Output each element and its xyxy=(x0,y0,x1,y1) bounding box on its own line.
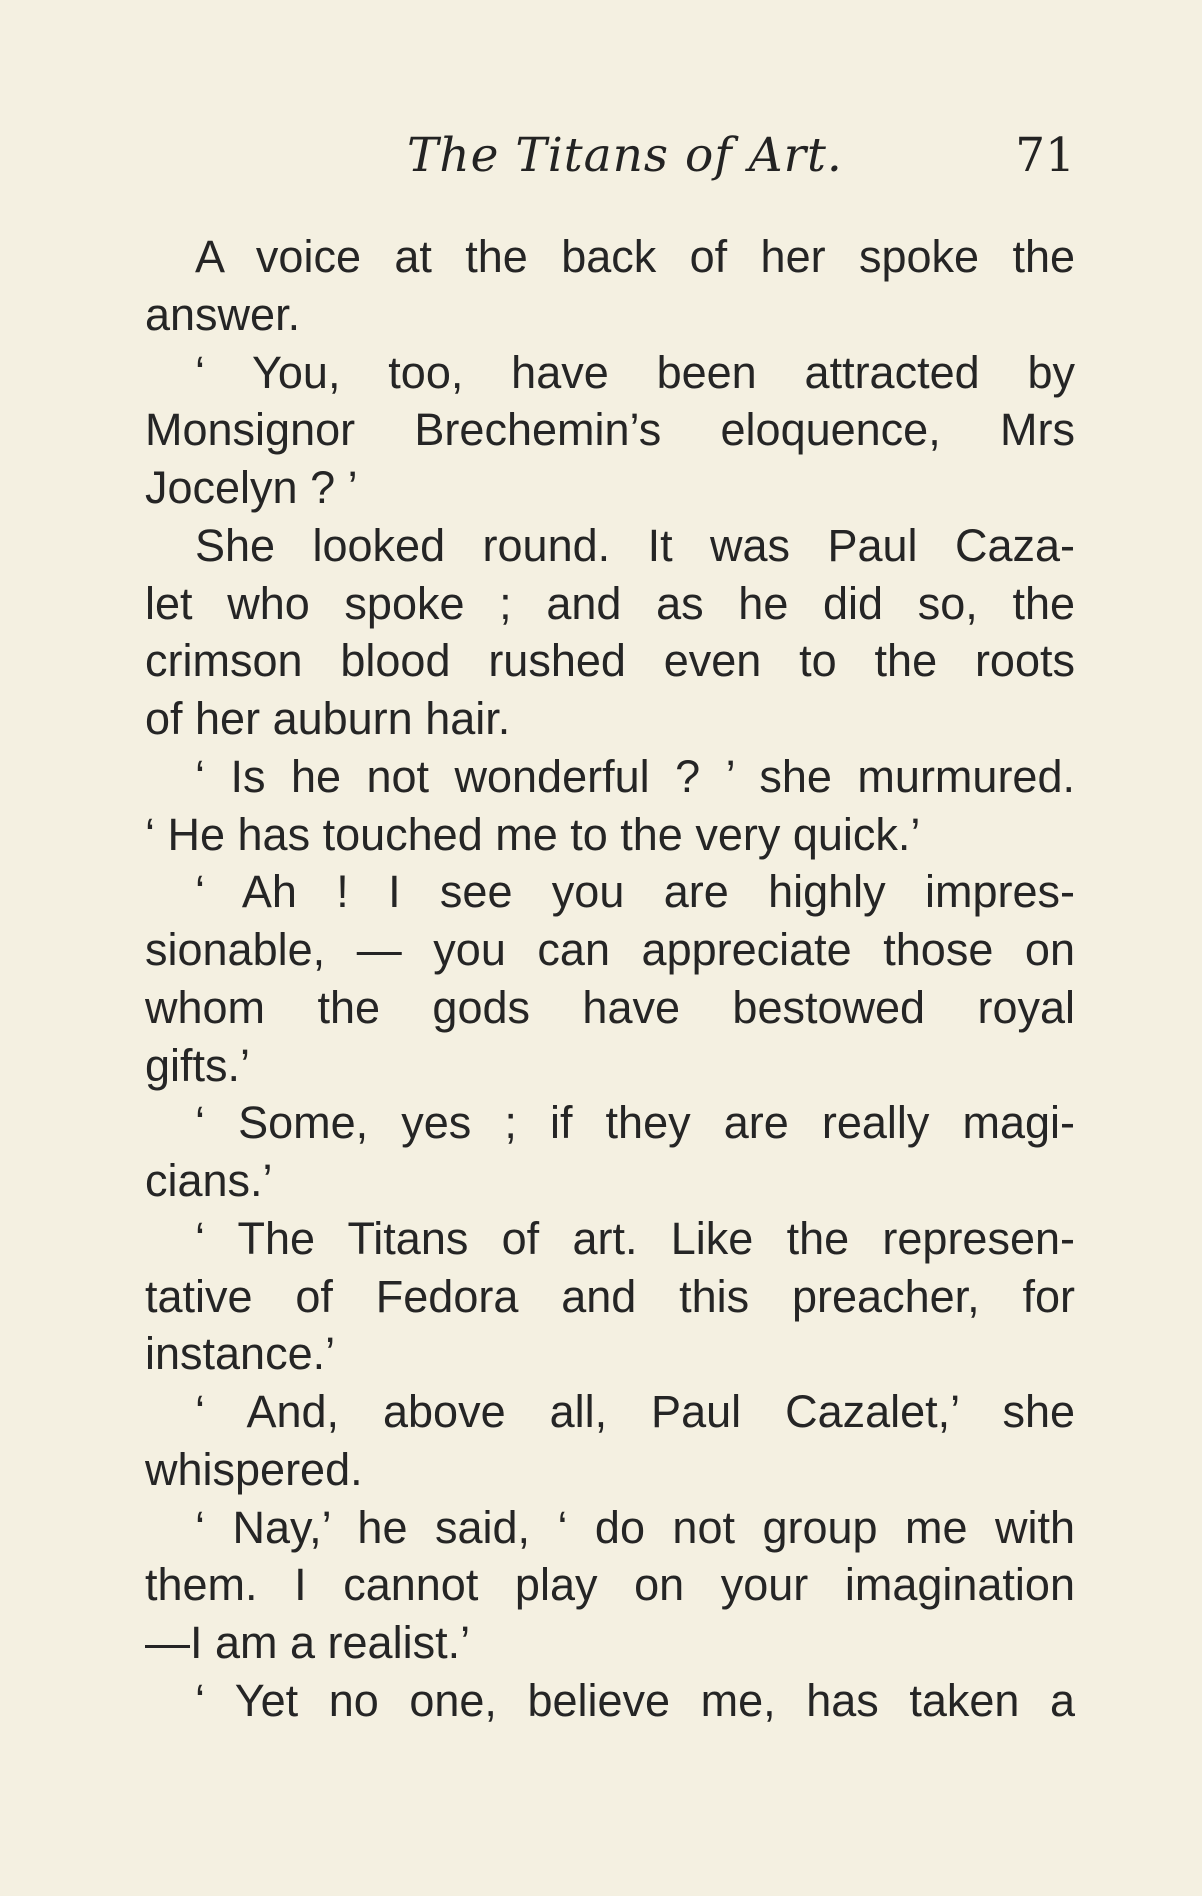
text-line: of her auburn hair. xyxy=(145,693,511,744)
text-line: sionable, — you can appreciate those on xyxy=(145,924,1075,975)
text-line: ‘ Ah ! I see you are highly impres- xyxy=(195,866,1075,918)
text-line: instance.’ xyxy=(145,1328,336,1380)
text-line: whispered. xyxy=(145,1443,363,1495)
text-line: Monsignor Brechemin’s eloquence, Mrs xyxy=(145,404,1075,456)
text-line: ‘ Some, yes ; if they are really magi- xyxy=(195,1097,1075,1149)
text-line: ‘ Is he not wonderful ? ’ she murmured. xyxy=(195,750,1075,802)
page-number: 71 xyxy=(1015,128,1075,183)
text-line: crimson blood rushed even to the roots xyxy=(145,635,1075,687)
text-line: ‘ Nay,’ he said, ‘ do not group me with xyxy=(195,1501,1075,1553)
text-line: ‘ The Titans of art. Like the represen- xyxy=(195,1212,1075,1264)
text-line: ‘ And, above all, Paul Cazalet,’ she xyxy=(195,1386,1075,1437)
text-line: ‘ He has touched me to the very quick.’ xyxy=(145,808,921,860)
body-text xyxy=(145,228,1075,1730)
text-line: ‘ You, too, have been attracted by xyxy=(195,346,1075,398)
text-line: answer. xyxy=(145,288,301,340)
text-line: She looked round. It was Paul Caza- xyxy=(195,519,1075,571)
text-line: A voice at the back of her spoke the xyxy=(195,231,1075,282)
text-line: gifts.’ xyxy=(145,1039,251,1091)
text-line: them. I cannot play on your imagination xyxy=(145,1559,1075,1611)
text-line: whom the gods have bestowed royal xyxy=(145,981,1075,1033)
text-line: let who spoke ; and as he did so, the xyxy=(145,577,1075,629)
text-line: tative of Fedora and this preacher, for xyxy=(145,1270,1075,1322)
text-line: —I am a realist.’ xyxy=(145,1617,471,1668)
text-line: ‘ Yet no one, believe me, has taken a xyxy=(195,1674,1075,1726)
text-line: cians.’ xyxy=(145,1155,273,1206)
text-line: Jocelyn ? ’ xyxy=(145,462,358,513)
running-title: The Titans of Art. xyxy=(407,128,843,183)
page-header xyxy=(145,128,1075,198)
